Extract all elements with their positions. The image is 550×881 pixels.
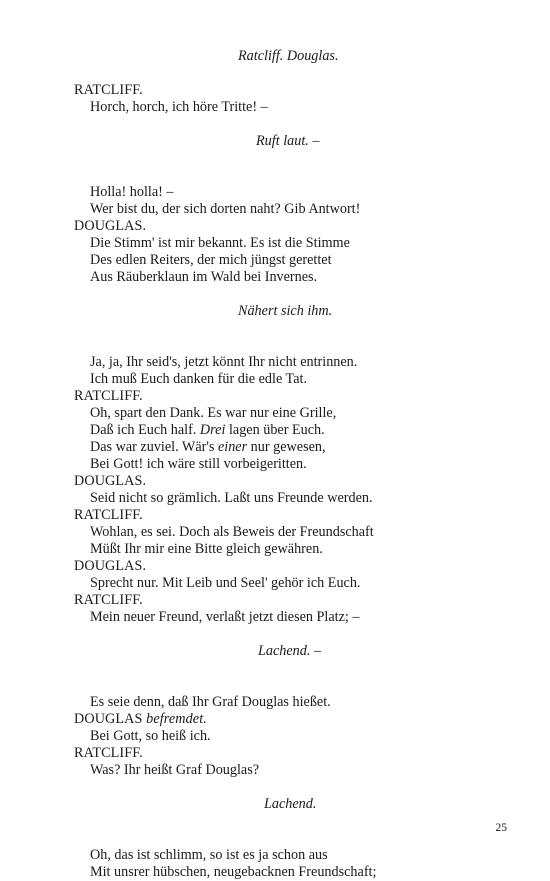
line-gap: [74, 286, 514, 303]
verse-line: Wer bist du, der sich dorten naht? Gib Antwort!: [90, 201, 361, 217]
line-gap: [74, 337, 514, 354]
stage-direction: Ratcliff. Douglas.: [238, 48, 339, 64]
speaker-name: RATCLIFF.: [74, 745, 143, 761]
text-run: nur gewesen,: [247, 439, 326, 455]
text-run: Das war zuviel. Wär's: [90, 439, 218, 455]
verse-line: Bei Gott, so heiß ich.: [90, 728, 211, 744]
line-gap: [74, 779, 514, 796]
verse-line: Ja, ja, Ihr seid's, jetzt könnt Ihr nicht entrinnen.: [90, 354, 358, 370]
stage-direction: Ruft laut. –: [256, 133, 320, 149]
speaker-name: DOUGLAS.: [74, 218, 147, 234]
line-gap: [74, 320, 514, 337]
stage-direction: Lachend. –: [258, 643, 322, 659]
verse-line: Horch, horch, ich höre Tritte! –: [90, 99, 268, 115]
line-gap: [74, 660, 514, 677]
line-gap: [74, 830, 514, 847]
verse-line: Müßt Ihr mir eine Bitte gleich gewähren.: [90, 541, 323, 557]
speaker-name: DOUGLAS.: [74, 473, 147, 489]
speaker-name: RATCLIFF.: [74, 82, 143, 98]
text-run: lagen über Euch.: [225, 422, 325, 438]
page-number: 25: [495, 822, 507, 834]
verse-line: Es seie denn, daß Ihr Graf Douglas hießet.: [90, 694, 331, 710]
verse-line: Holla! holla! –: [90, 184, 174, 200]
verse-line: Aus Räuberklaun im Wald bei Invernes.: [90, 269, 318, 285]
verse-line: Sprecht nur. Mit Leib und Seel' gehör ich Euch.: [90, 575, 361, 591]
verse-line: Mit unsrer hübschen, neugebacknen Freundschaft;: [90, 864, 377, 880]
text-run: DOUGLAS: [74, 711, 147, 727]
speaker-name: RATCLIFF.: [74, 388, 143, 404]
line-gap: [74, 116, 514, 133]
verse-line: [74, 422, 514, 439]
verse-line: Die Stimm' ist mir bekannt. Es ist die Stimme: [90, 235, 350, 251]
speaker-name: RATCLIFF.: [74, 592, 143, 608]
stage-direction: Nähert sich ihm.: [238, 303, 333, 319]
verse-line: Mein neuer Freund, verlaßt jetzt diesen Platz; –: [90, 609, 360, 625]
play-text: [74, 48, 514, 881]
emphasis-text: Drei: [199, 422, 226, 438]
stage-direction: Lachend.: [264, 796, 317, 812]
verse-line: Wohlan, es sei. Doch als Beweis der Freundschaft: [90, 524, 374, 540]
text-run: Daß ich Euch half.: [90, 422, 200, 438]
verse-line: Ich muß Euch danken für die edle Tat.: [90, 371, 307, 387]
emphasis-text: befremdet.: [146, 711, 207, 727]
speaker-name: RATCLIFF.: [74, 507, 143, 523]
verse-line: Des edlen Reiters, der mich jüngst gerettet: [90, 252, 332, 268]
line-gap: [74, 677, 514, 694]
verse-line: Oh, das ist schlimm, so ist es ja schon aus: [90, 847, 328, 863]
line-gap: [74, 150, 514, 167]
verse-line: Oh, spart den Dank. Es war nur eine Grille,: [90, 405, 337, 421]
speaker-name: [74, 711, 514, 728]
emphasis-text: einer: [217, 439, 248, 455]
speaker-name: DOUGLAS.: [74, 558, 147, 574]
verse-line: [74, 439, 514, 456]
line-gap: [74, 813, 514, 830]
line-gap: [74, 626, 514, 643]
verse-line: Was? Ihr heißt Graf Douglas?: [90, 762, 260, 778]
line-gap: [74, 65, 514, 82]
verse-line: Bei Gott! ich wäre still vorbeigeritten.: [90, 456, 307, 472]
line-gap: [74, 167, 514, 184]
verse-line: Seid nicht so grämlich. Laßt uns Freunde werden.: [90, 490, 373, 506]
